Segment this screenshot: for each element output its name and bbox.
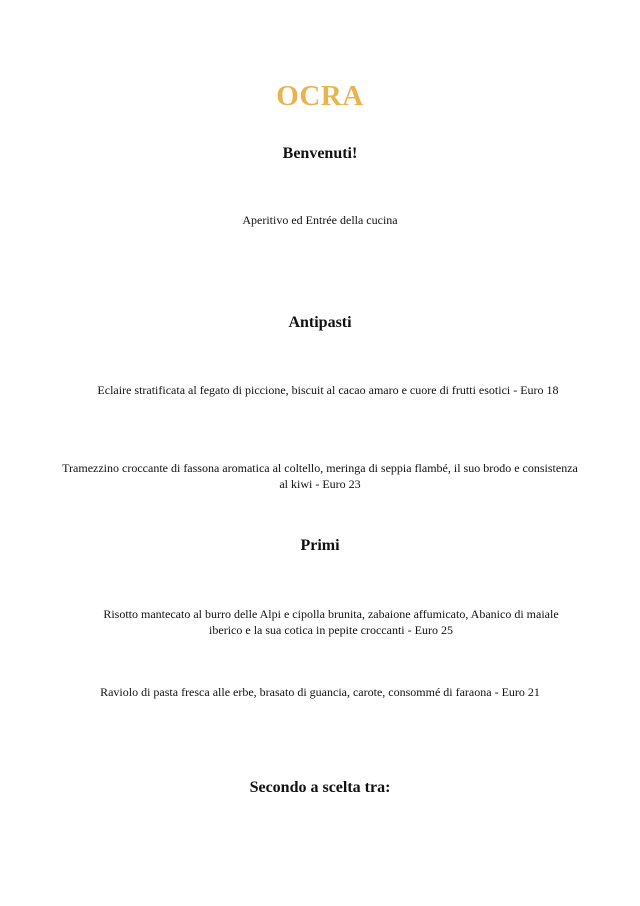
dish-item: Eclaire stratificata al fegato di piccione, biscuit al cacao amaro e cuore di frutti esotici - Euro 18 [97,383,559,397]
dish-item: Risotto mantecato al burro delle Alpi e cipolla brunita, zabaione affumicato, Abanico di maiale iberico e la sua cotica in pepite croccanti - Euro 25 [103,607,559,637]
section-heading-antipasti: Antipasti [288,314,352,331]
dish-item: Raviolo di pasta fresca alle erbe, brasato di guancia, carote, consommé di faraona - Euro 21 [100,685,540,699]
dish-item: Tramezzino croccante di fassona aromatica al coltello, meringa di seppia flambé, il suo brodo e consistenza al kiwi - Euro 23 [62,461,578,491]
intro-text: Aperitivo ed Entrée della cucina [242,213,398,227]
section-heading-primi: Primi [300,537,340,554]
restaurant-name: OCRA [276,80,364,112]
welcome-heading: Benvenuti! [282,145,358,162]
section-heading-secondo: Secondo a scelta tra: [249,779,391,796]
